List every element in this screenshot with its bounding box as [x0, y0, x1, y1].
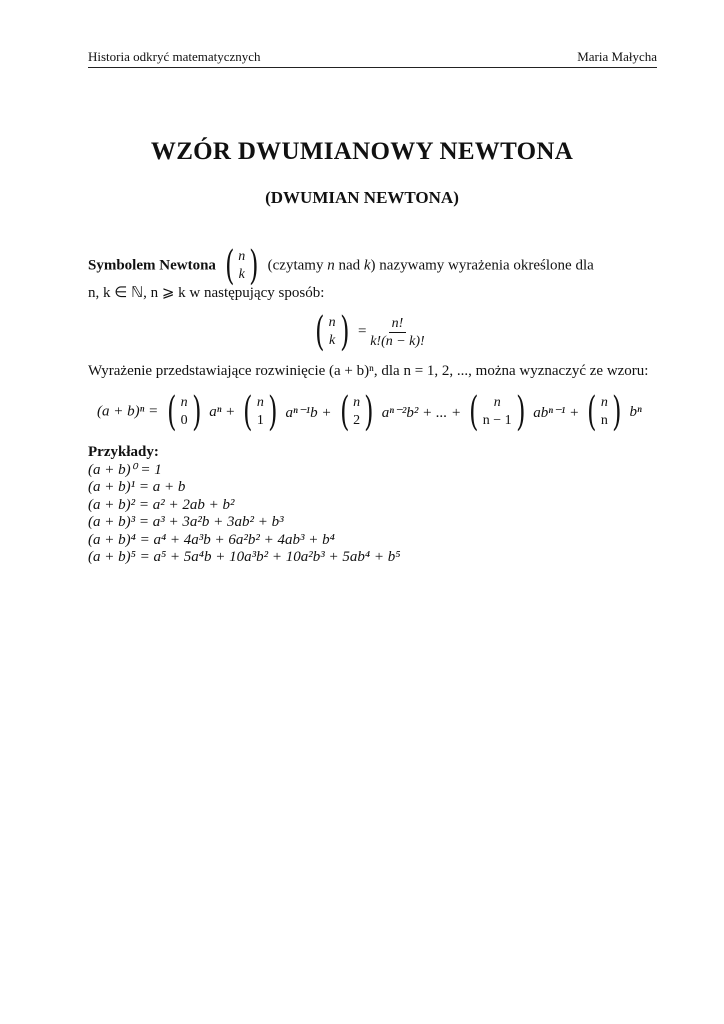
formula-denominator: k!(n − k)! — [370, 333, 425, 349]
expansion-term-4: bⁿ — [629, 403, 642, 420]
expansion-binom-bottom: 1 — [256, 413, 264, 428]
page-header — [88, 49, 657, 68]
expansion-binom-0: ( n 0 ) — [167, 389, 202, 435]
example-item: (a + b)⁵ = a⁵ + 5a⁴b + 10a³b² + 10a²b³ + 5ab⁴ + b⁵ — [88, 549, 401, 565]
definition-term: Symbolem Newtona — [88, 257, 216, 274]
expansion-binom-top: n — [600, 395, 608, 410]
expansion-formula — [97, 389, 645, 435]
page-subtitle: (DWUMIAN NEWTONA) — [265, 188, 459, 207]
example-item: (a + b)³ = a³ + 3a²b + 3ab² + b³ — [88, 514, 284, 530]
example-item: (a + b)⁴ = a⁴ + 4a³b + 6a²b² + 4ab³ + b⁴ — [88, 531, 335, 548]
expansion-binom-4: ( n n ) — [587, 389, 622, 435]
expansion-term-3: abⁿ⁻¹ + — [533, 404, 580, 421]
formula-binom-top: n — [328, 315, 336, 330]
expansion-binom-bottom: n — [600, 413, 608, 428]
page-title: WZÓR DWUMIANOWY NEWTONA — [150, 138, 574, 165]
formula-numerator: n! — [389, 315, 407, 333]
expansion-binom-bottom: 2 — [353, 413, 361, 428]
binom-top: n — [238, 249, 246, 264]
definition-k: k — [363, 257, 371, 274]
expansion-binom-top: n — [353, 395, 361, 410]
example-item: (a + b)² = a² + 2ab + b² — [88, 496, 235, 513]
header-left: Historia odkryć matematycznych — [88, 49, 261, 64]
expansion-term-1: aⁿ⁻¹b + — [285, 404, 332, 421]
formula-fraction — [370, 315, 425, 350]
header-right: Maria Małycha — [577, 49, 657, 64]
definition-line-1 — [88, 243, 594, 289]
expansion-binom-bottom: 0 — [180, 413, 188, 428]
expansion-binom-3: ( n n − 1 ) — [469, 389, 526, 435]
expansion-binom-1: ( n 1 ) — [243, 389, 278, 435]
binomial-formula: ( n k ) = $\frac{n!}{k!(n - k)!}$ — [310, 312, 425, 352]
example-item: (a + b)⁰ = 1 — [88, 461, 162, 478]
expansion-binom-top: n — [180, 395, 188, 410]
definition-n: n — [327, 257, 335, 274]
examples-block — [88, 444, 400, 567]
examples-heading: Przykłady: — [88, 444, 159, 460]
definition-text-1: (czytamy — [267, 257, 328, 274]
binomial-symbol-nk: ( n k ) — [224, 243, 259, 289]
expansion-binom-top: n — [256, 395, 264, 410]
formula-binom: ( n k ) — [315, 309, 350, 355]
definition-line-2: n, k ∈ ℕ, n ⩾ k w następujący sposób: — [88, 285, 325, 301]
expansion-intro: Wyrażenie przedstawiające rozwinięcie (a + b)ⁿ, dla n = 1, 2, ..., można wyznaczyć ze wzoru: — [88, 363, 649, 379]
expansion-term-0: aⁿ + — [209, 403, 236, 420]
expansion-term-2: aⁿ⁻²b² + ... + — [381, 404, 462, 421]
expansion-binom-2: ( n 2 ) — [339, 389, 374, 435]
expansion-binom-top: n — [493, 395, 501, 410]
example-item: (a + b)¹ = a + b — [88, 479, 186, 495]
definition-text-2: nad — [334, 257, 364, 274]
formula-binom-bottom: k — [329, 333, 336, 348]
definition-text-3: ) nazywamy wyrażenia określone dla — [370, 257, 594, 274]
expansion-lhs: (a + b)ⁿ = — [97, 403, 159, 420]
expansion-binom-bottom: n − 1 — [482, 413, 512, 428]
binom-bottom: k — [238, 267, 245, 282]
